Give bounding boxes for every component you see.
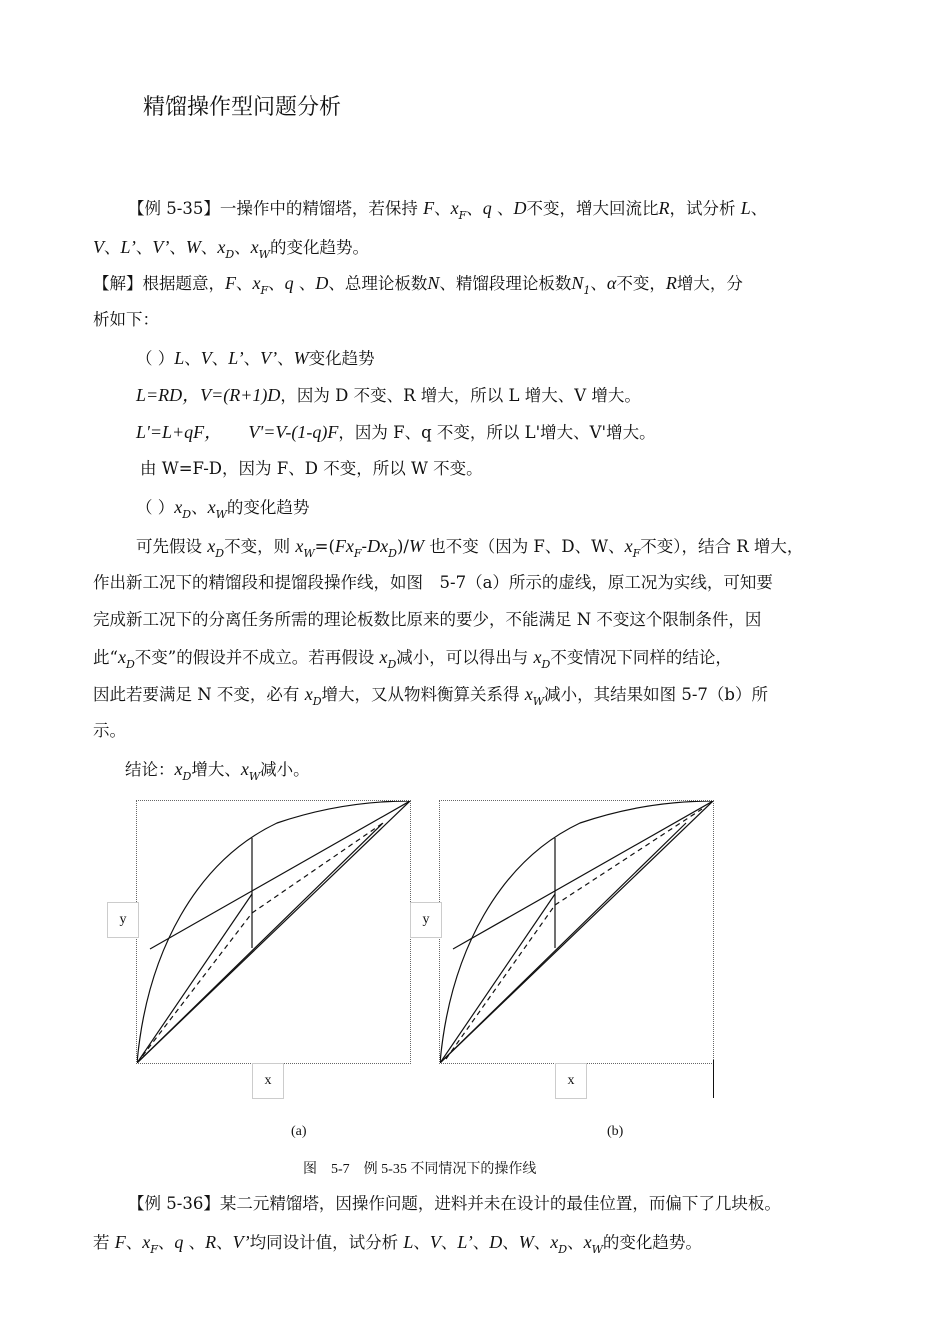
rectifying-line-solid — [453, 801, 713, 949]
rectifying-line-dashed — [252, 823, 383, 913]
figure-b-plot — [440, 801, 713, 1063]
part2-heading: （ ）$x_D$、$x_W$的变化趋势 — [136, 497, 310, 521]
solution-line1: 【解】根据题意，F、$x_F$、q 、D、总理论板数N、精馏段理论板数$N_1$、α不变，R增大，分 — [93, 273, 743, 297]
figure-a-plot — [137, 801, 410, 1063]
figure-b-right-rule — [713, 1060, 714, 1098]
figure-b — [439, 800, 714, 1064]
figure-caption: 图 5-7 例 5-35 不同情况下的操作线 — [303, 1162, 537, 1177]
conclusion: 结论：$x_D$增大、$x_W$减小。 — [125, 759, 310, 783]
stripping-line-solid — [137, 894, 252, 1063]
part2-line1: 可先假设 $x_D$不变，则 $x_W=(Fx_F-Dx_D)/W$ 也不变（因为 F、D、W、$x_F$不变），结合 R 增大， — [136, 536, 804, 560]
stripping-line-to-xd — [440, 823, 686, 1063]
figure-a — [136, 800, 411, 1064]
example-36-line2: 若 F、$x_F$、q 、R、V’均同设计值，试分析 L、V、L’、D、W、$x_D$、$x_W$的变化趋势。 — [93, 1232, 702, 1256]
figure-b-xlabel: x — [555, 1063, 587, 1099]
stripping-line-dashed — [446, 905, 555, 1059]
part2-line5: 因此若要满足 N 不变，必有 $x_D$增大，又从物料衡算关系得 $x_W$减小，其结果如图 5-7（b）所 — [93, 684, 768, 708]
solution-line2: 析如下： — [93, 310, 159, 329]
stripping-line-dashed — [137, 913, 252, 1063]
part1-heading: （ ）L、V、L’、V’、W变化趋势 — [136, 348, 375, 368]
stripping-line-solid — [440, 894, 555, 1063]
part2-line3: 完成新工况下的分离任务所需的理论板数比原来的要少，不能满足 N 不变这个限制条件，因 — [93, 610, 762, 629]
example-36-line1: 【例 5-36】某二元精馏塔，因操作问题，进料并未在设计的最佳位置，而偏下了几块板。 — [128, 1194, 781, 1213]
figure-a-xlabel: x — [252, 1063, 284, 1099]
part1-eq3: 由 W=F-D，因为 F、D 不变，所以 W 不变。 — [140, 459, 483, 478]
stripping-line-to-xd — [137, 823, 383, 1063]
figure-b-sublabel: (b) — [607, 1124, 624, 1139]
part1-eq2: L'=L+qF， V'=V-(1-q)F，因为 F、q 不变，所以 L'增大、V'增大。 — [136, 422, 656, 442]
rectifying-line-solid — [150, 801, 410, 949]
part2-line4: 此“$x_D$不变”的假设并不成立。若再假设 $x_D$减小，可以得出与 $x_D$不变情况下同样的结论， — [93, 647, 732, 671]
part2-line2: 作出新工况下的精馏段和提馏段操作线，如图 5-7（a）所示的虚线，原工况为实线，可知要 — [93, 573, 773, 592]
example-35-line1: 【例 5-35】一操作中的精馏塔，若保持 F、$x_F$、q 、D不变，增大回流比R，试分析 L、 — [128, 198, 768, 222]
example-35-line2: V、L’、V’、W、$x_D$、$x_W$的变化趋势。 — [93, 237, 369, 261]
rectifying-line-dashed — [555, 809, 702, 905]
figure-a-sublabel: (a) — [291, 1124, 307, 1139]
part2-line6: 示。 — [93, 721, 126, 740]
page-title: 精馏操作型问题分析 — [143, 95, 342, 120]
figure-b-ylabel: y — [410, 902, 442, 938]
figure-a-ylabel: y — [107, 902, 139, 938]
part1-eq1: L=RD，V=(R+1)D，因为 D 不变、R 增大，所以 L 增大、V 增大。 — [136, 385, 641, 405]
